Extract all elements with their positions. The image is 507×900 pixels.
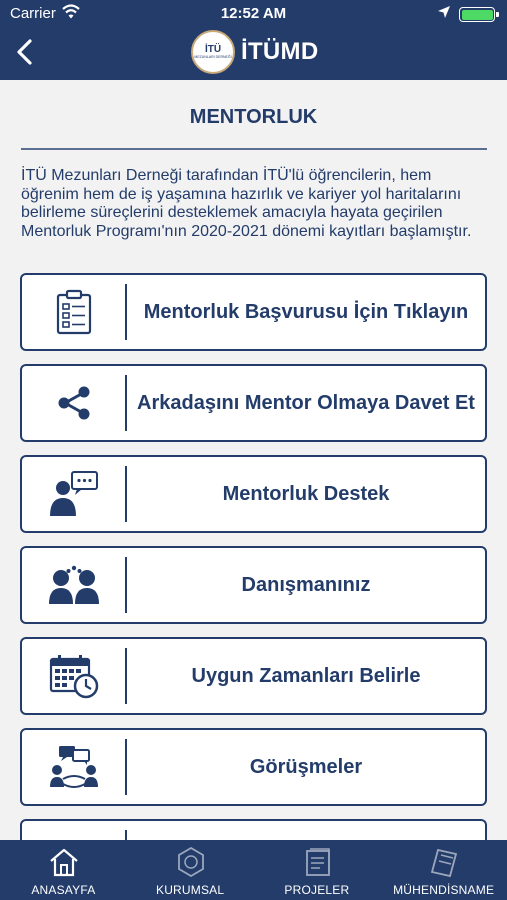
set-available-times-button[interactable]: [20, 637, 487, 715]
meetings-icon: [49, 744, 99, 790]
location-arrow-icon: [437, 5, 451, 19]
itumd-logo: [191, 30, 318, 74]
app-header: [0, 0, 507, 80]
battery-icon: [459, 7, 495, 22]
tab-anasayfa[interactable]: [0, 840, 127, 900]
support-chat-icon: [49, 471, 99, 517]
mentorship-support-button[interactable]: [20, 455, 487, 533]
page-title: MENTORLUK: [189, 106, 318, 128]
back-arrow-icon[interactable]: [12, 36, 40, 68]
engineering-book-icon: [428, 846, 460, 878]
title-divider: [21, 148, 487, 150]
status-bar: [0, 0, 507, 28]
your-advisor-button[interactable]: [20, 546, 487, 624]
tab-muhendisname[interactable]: [380, 840, 507, 900]
menu-item-label: Mentorluk Destek: [222, 483, 390, 505]
menu-item-label: Uygun Zamanları Belirle: [191, 665, 421, 687]
itu-seal: İTÜ MEZUNLARI DERNEĞİ: [191, 30, 235, 74]
apply-mentorship-button[interactable]: [20, 273, 487, 351]
share-icon: [55, 384, 93, 422]
bottom-tab-bar: [0, 840, 507, 900]
menu-item-label: Görüşmeler: [249, 756, 363, 778]
clock: 12:52 AM: [220, 5, 287, 22]
menu-item-label: Mentorluk Başvurusu İçin Tıklayın: [143, 301, 469, 323]
tab-projeler[interactable]: [254, 840, 381, 900]
tab-label: PROJELER: [284, 883, 350, 897]
projects-icon: [302, 846, 334, 878]
home-icon: [48, 846, 80, 878]
tab-label: ANASAYFA: [31, 883, 96, 897]
intro-paragraph: İTÜ Mezunları Derneği tarafından İTÜ'lü öğrencilerin, hem öğrenim hem de iş yaşamına hazırlık ve kariyer yol haritalarını belirleme süreçlerini desteklemek amacıyla hayata geçirilen Mentorluk Programı'nın 2020-2021 dönemi kayıtları başlamıştır.: [21, 167, 472, 240]
tab-label: KURUMSAL: [155, 883, 225, 897]
application-form-icon: [54, 289, 94, 335]
calendar-clock-icon: [49, 653, 99, 699]
tab-label: MÜHENDİSNAME: [393, 883, 495, 897]
invite-friend-mentor-button[interactable]: [20, 364, 487, 442]
institution-icon: [175, 846, 207, 878]
menu-item-label: Danışmanınız: [241, 574, 371, 596]
meetings-button[interactable]: [20, 728, 487, 806]
mentorluk-content: [0, 80, 507, 840]
brand-name: İTÜMD: [241, 38, 319, 65]
next-menu-item[interactable]: [20, 819, 487, 840]
menu-item-label: Arkadaşını Mentor Olmaya Davet Et: [137, 392, 475, 414]
advisor-icon: [48, 564, 100, 606]
tab-kurumsal[interactable]: [127, 840, 254, 900]
carrier-label: Carrier: [10, 5, 56, 22]
